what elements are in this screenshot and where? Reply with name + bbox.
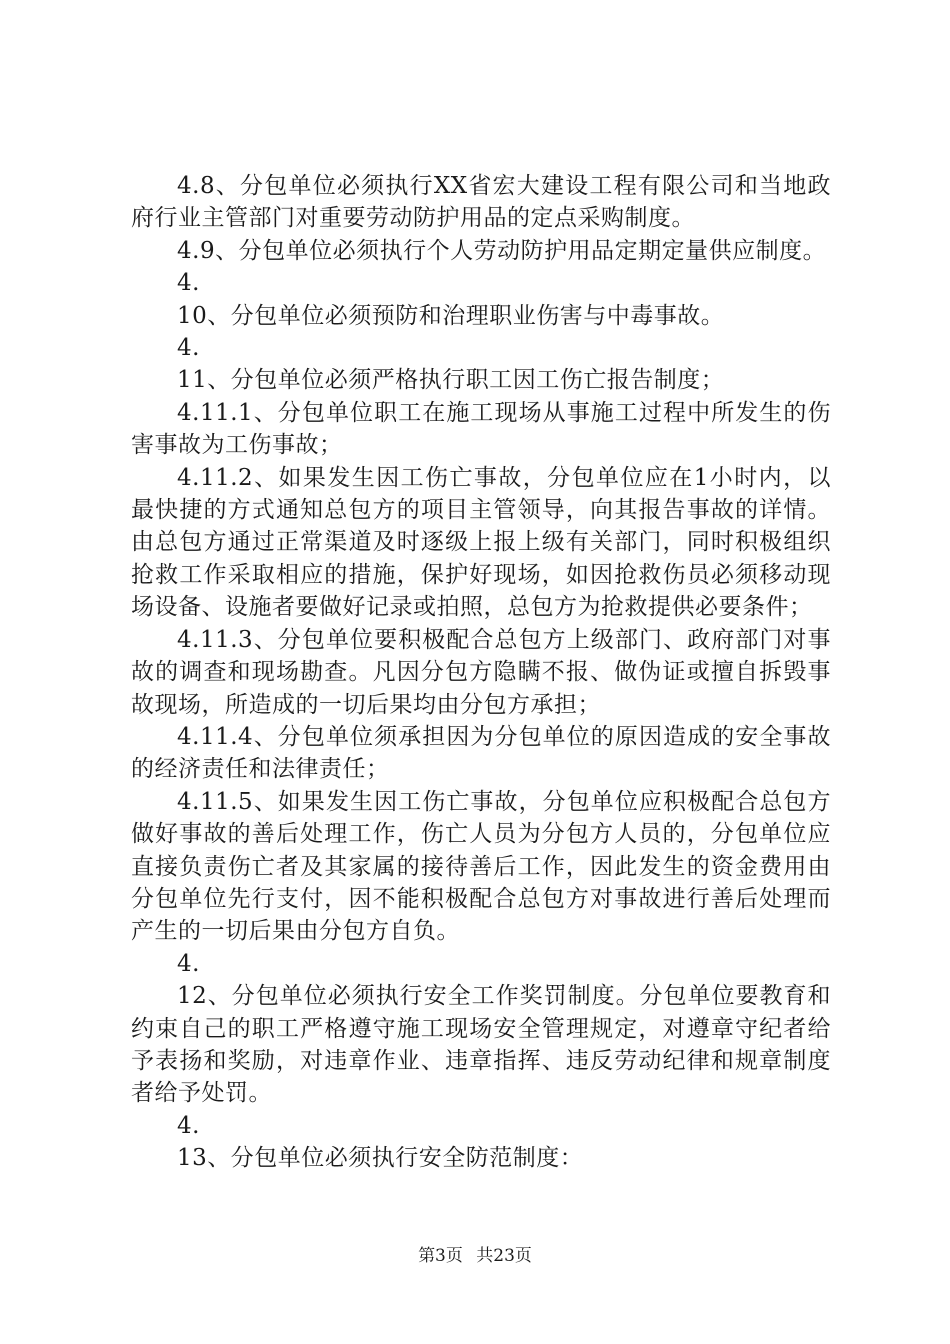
paragraph: 4.11.1、分包单位职工在施工现场从事施工过程中所发生的伤害事故为工伤事故； bbox=[131, 399, 831, 459]
paragraph: 12、分包单位必须执行安全工作奖罚制度。分包单位要教育和约束自己的职工严格遵守施工现场安全管理规定，对遵章守纪者给予表扬和奖励，对违章作业、违章指挥、违反劳动纪律和规章制度者给予处罚。 bbox=[131, 983, 831, 1107]
paragraph: 4.11.3、分包单位要积极配合总包方上级部门、政府部门对事故的调查和现场勘查。凡因分包方隐瞒不报、做伪证或擅自拆毁事故现场，所造成的一切后果均由分包方承担； bbox=[131, 626, 831, 718]
page-footer bbox=[0, 1241, 950, 1266]
page-total: 共23页 bbox=[476, 1246, 532, 1266]
paragraph: 4.11.5、如果发生因工伤亡事故，分包单位应积极配合总包方做好事故的善后处理工作，伤亡人员为分包方人员的，分包单位应直接负责伤亡者及其家属的接待善后工作，因此发生的资金费用由分包单位先行支付，因不能积极配合总包方对事故进行善后处理而产生的一切后果由分包方自负。 bbox=[131, 788, 831, 945]
paragraph: 4. bbox=[177, 270, 200, 297]
paragraph: 10、分包单位必须预防和治理职业伤害与中毒事故。 bbox=[177, 302, 725, 329]
paragraph: 4. bbox=[177, 335, 200, 362]
paragraph: 4.9、分包单位必须执行个人劳动防护用品定期定量供应制度。 bbox=[177, 237, 827, 264]
paragraph: 4. bbox=[177, 1112, 200, 1139]
paragraph: 4.11.2、如果发生因工伤亡事故，分包单位应在1小时内，以最快捷的方式通知总包方的项目主管领导，向其报告事故的详情。由总包方通过正常渠道及时逐级上报上级有关部门，同时积极组织抢救工作采取相应的措施，保护好现场，如因抢救伤员必须移动现场设备、设施者要做好记录或拍照，总包方为抢救提供必要条件； bbox=[131, 464, 831, 621]
page-number: 第3页 bbox=[418, 1246, 463, 1266]
document-body bbox=[131, 170, 831, 1175]
paragraph: 4. bbox=[177, 950, 200, 977]
paragraph: 4.8、分包单位必须执行XX省宏大建设工程有限公司和当地政府行业主管部门对重要劳动防护用品的定点采购制度。 bbox=[131, 173, 831, 232]
paragraph: 11、分包单位必须严格执行职工因工伤亡报告制度； bbox=[177, 367, 725, 394]
paragraph: 13、分包单位必须执行安全防范制度： bbox=[177, 1145, 584, 1172]
paragraph: 4.11.4、分包单位须承担因为分包单位的原因造成的安全事故的经济责任和法律责任； bbox=[131, 723, 831, 783]
